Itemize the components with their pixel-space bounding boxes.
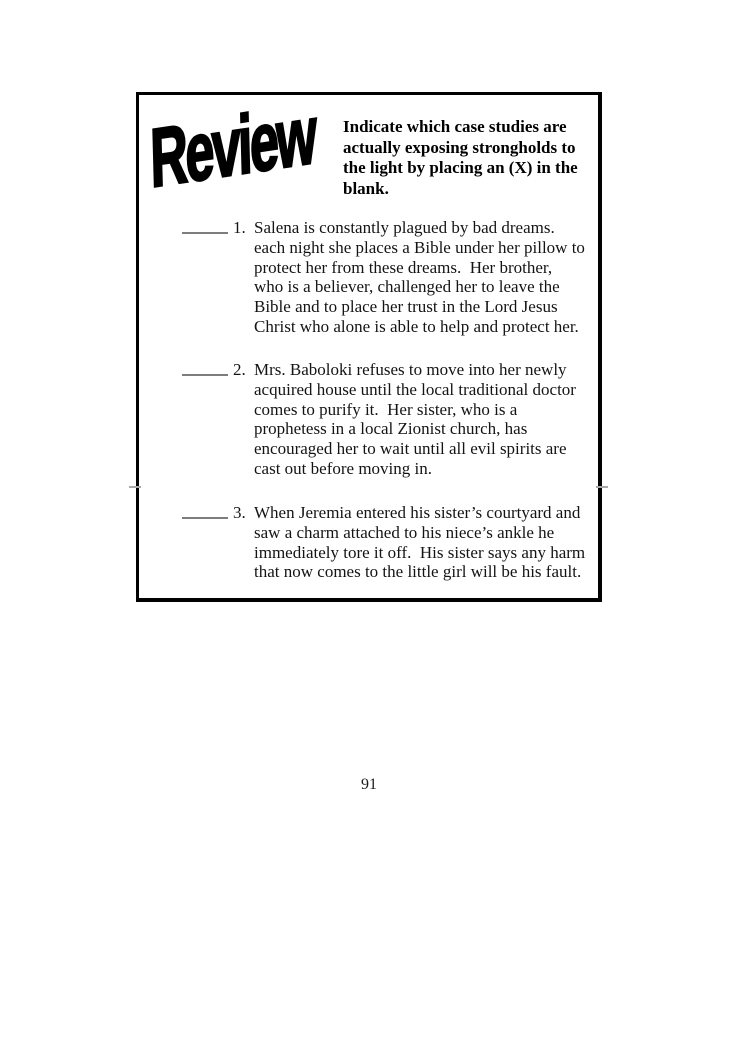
case-study-text [254, 218, 585, 337]
item-number: 3. [233, 503, 246, 522]
instruction-line: actually exposing strongholds to [343, 137, 576, 157]
scan-artifact [129, 486, 141, 488]
case-study-item-3 [139, 503, 585, 582]
item-number: 2. [233, 360, 246, 379]
instruction-line: blank. [343, 178, 389, 198]
review-instructions [343, 117, 599, 199]
case-study-item-1 [139, 218, 585, 337]
case-study-line: protect her from these dreams. Her brother, [254, 257, 553, 277]
answer-blank-3 [182, 503, 228, 519]
case-study-line: Bible and to place her trust in the Lord Jesus [254, 297, 558, 317]
case-study-line: acquired house until the local traditional doctor [254, 379, 576, 399]
answer-blank-1 [182, 218, 228, 234]
instruction-line: Indicate which case studies are [343, 117, 567, 136]
item-number: 1. [233, 218, 246, 237]
page-number: 91 [361, 776, 377, 793]
case-study-line: cast out before moving in. [254, 458, 432, 478]
case-study-line: Mrs. Baboloki refuses to move into her newly [254, 360, 567, 379]
case-study-line: When Jeremia entered his sister’s courtyard and [254, 503, 581, 522]
review-logo-wrap [149, 89, 351, 209]
case-study-line: prophetess in a local Zionist church, has [254, 419, 528, 439]
case-study-text [254, 360, 576, 479]
case-study-text [254, 503, 585, 582]
case-study-line: encouraged her to wait until all evil spirits are [254, 439, 567, 459]
case-study-line: Christ who alone is able to help and protect her. [254, 316, 579, 336]
review-box [136, 89, 602, 602]
answer-blank-2 [182, 360, 228, 376]
scan-artifact [596, 486, 608, 488]
case-study-line: saw a charm attached to his niece’s ankle he [254, 522, 555, 542]
case-study-line: comes to purify it. Her sister, who is a [254, 399, 518, 419]
case-study-item-2 [139, 360, 576, 479]
instruction-line: the light by placing an (X) in the [343, 158, 578, 178]
case-study-line: immediately tore it off. His sister says any harm [254, 542, 586, 562]
case-study-line: who is a believer, challenged her to leave the [254, 277, 560, 297]
case-study-line: Salena is constantly plagued by bad dreams. [254, 218, 555, 237]
review-logo: Review [149, 89, 316, 206]
case-study-line: each night she places a Bible under her pillow to [254, 237, 585, 257]
case-study-line: that now comes to the little girl will be his fault. [254, 562, 582, 582]
